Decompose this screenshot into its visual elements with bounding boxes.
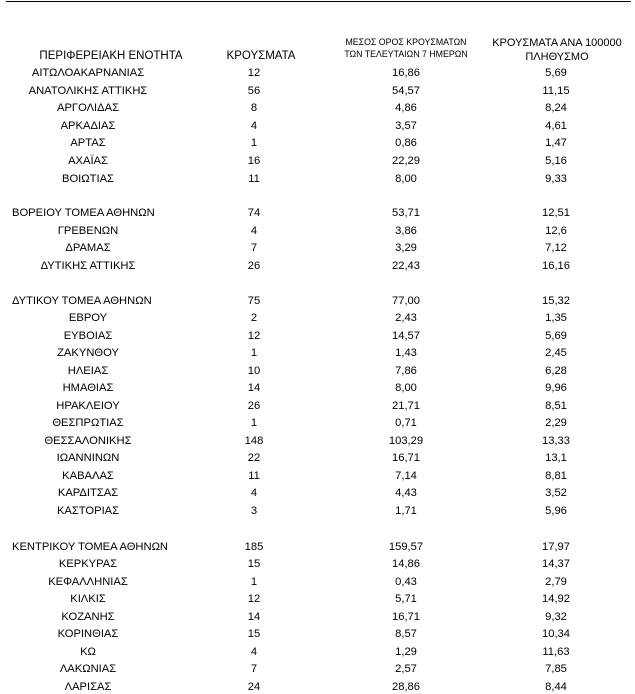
average-7day-cell: 77,00 [392,295,420,307]
cases-per-100k-cell: 11,63 [542,646,570,658]
cases-cell: 1 [250,417,258,429]
average-7day-cell: 4,43 [395,487,417,499]
cases-cell: 11 [248,470,260,482]
cases-cell: 1 [250,347,258,359]
regional-unit-cell: ΑΝΑΤΟΛΙΚΗΣ ΑΤΤΙΚΗΣ [28,85,148,97]
cases-cell: 12 [247,593,261,605]
cases-per-100k-cell: 8,51 [545,400,567,412]
cases-per-100k-cell: 5,96 [545,505,567,517]
average-7day-cell: 16,86 [392,67,420,79]
regional-unit-cell: ΕΒΡΟΥ [68,312,108,324]
average-7day-cell: 54,57 [392,85,420,97]
cases-per-100k-cell: 15,32 [542,295,570,307]
average-7day-cell: 4,86 [395,102,417,114]
average-7day-cell: 14,57 [392,330,420,342]
cases-cell: 4 [250,225,258,237]
cases-cell: 26 [247,260,261,272]
cases-cell: 24 [247,681,261,693]
cases-cell: 4 [250,487,258,499]
header-7day-average-line1: ΜΕΣΟΣ ΟΡΟΣ ΚΡΟΥΣΜΑΤΩΝ [345,37,467,47]
cases-cell: 1 [250,576,258,588]
cases-per-100k-cell: 1,47 [545,137,567,149]
cases-per-100k-cell: 13,1 [545,452,567,464]
header-cases: ΚΡΟΥΣΜΑΤΑ [226,50,296,62]
average-7day-cell: 8,57 [395,628,417,640]
cases-per-100k-cell: 12,51 [542,207,570,219]
cases-cell: 4 [250,120,258,132]
average-7day-cell: 16,71 [392,452,420,464]
cases-per-100k-cell: 16,16 [542,260,570,272]
cases-per-100k-cell: 3,52 [545,487,567,499]
regional-unit-cell: ΚΑΒΑΛΑΣ [62,470,114,482]
average-7day-cell: 8,00 [395,382,417,394]
cases-cell: 56 [247,85,261,97]
cases-cell: 75 [247,295,261,307]
cases-cell: 148 [244,435,264,447]
cases-cell: 7 [250,663,258,675]
regional-unit-cell: ΚΑΡΔΙΤΣΑΣ [57,487,119,499]
regional-unit-cell: ΕΥΒΟΙΑΣ [63,330,113,342]
cases-cell: 74 [247,207,261,219]
header-regional-unit: ΠΕΡΙΦΕΡΕΙΑΚΗ ΕΝΟΤΗΤΑ [39,50,183,62]
average-7day-cell: 0,86 [395,137,417,149]
regional-unit-cell: ΑΡΚΑΔΙΑΣ [60,120,116,132]
average-7day-cell: 3,29 [395,242,417,254]
average-7day-cell: 2,57 [395,663,417,675]
cases-cell: 11 [248,173,260,185]
regional-unit-cell: ΑΡΤΑΣ [70,137,106,149]
cases-per-100k-cell: 14,37 [542,558,570,570]
regional-unit-cell: ΑΧΑΪΑΣ [68,155,108,167]
cases-per-100k-cell: 5,16 [545,155,567,167]
regional-unit-cell: ΘΕΣΠΡΩΤΙΑΣ [52,417,124,429]
regional-unit-cell: ΒΟΙΩΤΙΑΣ [62,173,114,185]
header-cases-per-100k-line1: ΚΡΟΥΣΜΑΤΑ ΑΝΑ 100000 [492,37,622,49]
cases-cell: 1 [250,137,258,149]
cases-per-100k-cell: 13,33 [542,435,570,447]
cases-cell: 15 [247,628,261,640]
header-7day-average-line2: ΤΩΝ ΤΕΛΕΥΤΑΙΩΝ 7 ΗΜΕΡΩΝ [344,49,468,59]
regional-unit-cell: ΑΡΓΟΛΙΔΑΣ [56,102,120,114]
regional-unit-cell: ΘΕΣΣΑΛΟΝΙΚΗΣ [44,435,132,447]
regional-unit-cell: ΛΑΡΙΣΑΣ [64,681,112,693]
average-7day-cell: 159,57 [388,541,424,553]
regional-unit-cell: ΗΛΕΙΑΣ [67,365,109,377]
average-7day-cell: 22,43 [392,260,420,272]
cases-per-100k-cell: 17,97 [542,541,570,553]
regional-unit-cell: ΖΑΚΥΝΘΟΥ [57,347,119,359]
regional-unit-cell: ΚΕΝΤΡΙΚΟΥ ΤΟΜΕΑ ΑΘΗΝΩΝ [12,541,169,553]
cases-per-100k-cell: 5,69 [545,67,567,79]
cases-per-100k-cell: 12,6 [545,225,567,237]
cases-per-100k-cell: 8,24 [545,102,567,114]
average-7day-cell: 3,86 [395,225,417,237]
regional-unit-cell: ΚΟΖΑΝΗΣ [61,611,115,623]
average-7day-cell: 2,43 [395,312,417,324]
cases-cell: 12 [247,67,261,79]
cases-cell: 12 [247,330,261,342]
cases-per-100k-cell: 9,96 [545,382,567,394]
cases-cell: 26 [247,400,261,412]
regional-unit-cell: ΚΩ [80,646,96,658]
cases-per-100k-cell: 6,28 [545,365,567,377]
cases-per-100k-cell: 8,81 [545,470,567,482]
header-cases-per-100k-line2: ΠΛΗΘΥΣΜΟ [525,51,589,63]
regional-unit-cell: ΔΡΑΜΑΣ [65,242,111,254]
cases-per-100k-cell: 9,33 [545,173,567,185]
cases-per-100k-cell: 11,15 [542,85,570,97]
regional-unit-cell: ΚΑΣΤΟΡΙΑΣ [56,505,120,517]
cases-per-100k-cell: 7,12 [545,242,567,254]
cases-per-100k-cell: 10,34 [542,628,570,640]
regional-unit-cell: ΙΩΑΝΝΙΝΩΝ [56,452,120,464]
cases-cell: 10 [247,365,261,377]
regional-unit-cell: ΚΟΡΙΝΘΙΑΣ [57,628,119,640]
cases-per-100k-cell: 9,32 [545,611,567,623]
cases-per-100k-cell: 8,44 [545,681,567,693]
cases-per-100k-cell: 2,45 [545,347,567,359]
average-7day-cell: 0,71 [395,417,417,429]
cases-cell: 7 [250,242,258,254]
average-7day-cell: 7,14 [395,470,417,482]
regional-unit-cell: ΓΡΕΒΕΝΩΝ [57,225,119,237]
cases-cell: 3 [250,505,258,517]
average-7day-cell: 16,71 [392,611,420,623]
cases-per-100k-cell: 7,85 [545,663,567,675]
average-7day-cell: 0,43 [395,576,417,588]
regional-unit-cell: ΛΑΚΩΝΙΑΣ [59,663,117,675]
regional-unit-cell: ΔΥΤΙΚΟΥ ΤΟΜΕΑ ΑΘΗΝΩΝ [12,295,152,307]
regional-unit-cell: ΚΙΛΚΙΣ [70,593,106,605]
cases-per-100k-cell: 2,29 [545,417,567,429]
cases-cell: 185 [244,541,264,553]
average-7day-cell: 3,57 [395,120,417,132]
regional-unit-cell: ΑΙΤΩΛΟΑΚΑΡΝΑΝΙΑΣ [31,67,145,79]
cases-cell: 14 [247,611,261,623]
cases-cell: 15 [247,558,261,570]
average-7day-cell: 28,86 [392,681,420,693]
cases-cell: 16 [247,155,261,167]
average-7day-cell: 22,29 [392,155,420,167]
cases-per-100k-cell: 14,92 [542,593,570,605]
average-7day-cell: 8,00 [395,173,417,185]
average-7day-cell: 103,29 [388,435,424,447]
regional-unit-cell: ΚΕΦΑΛΛΗΝΙΑΣ [48,576,128,588]
regional-unit-cell: ΒΟΡΕΙΟΥ ΤΟΜΕΑ ΑΘΗΝΩΝ [12,207,155,219]
cases-cell: 22 [247,452,261,464]
average-7day-cell: 7,86 [395,365,417,377]
cases-cell: 14 [247,382,261,394]
cases-per-100k-cell: 4,61 [545,120,567,132]
average-7day-cell: 14,86 [392,558,420,570]
average-7day-cell: 53,71 [392,207,420,219]
average-7day-cell: 1,29 [395,646,417,658]
regional-unit-cell: ΚΕΡΚΥΡΑΣ [58,558,118,570]
average-7day-cell: 21,71 [392,400,420,412]
cases-per-100k-cell: 1,35 [545,312,567,324]
average-7day-cell: 5,71 [395,593,417,605]
regional-unit-cell: ΗΡΑΚΛΕΙΟΥ [56,400,120,412]
cases-cell: 8 [250,102,258,114]
regional-unit-cell: ΔΥΤΙΚΗΣ ΑΤΤΙΚΗΣ [40,260,136,272]
cases-cell: 2 [250,312,258,324]
average-7day-cell: 1,71 [395,505,417,517]
regional-unit-cell: ΗΜΑΘΙΑΣ [62,382,114,394]
cases-per-100k-cell: 5,69 [545,330,567,342]
average-7day-cell: 1,43 [395,347,417,359]
cases-cell: 4 [250,646,258,658]
cases-per-100k-cell: 2,79 [545,576,567,588]
